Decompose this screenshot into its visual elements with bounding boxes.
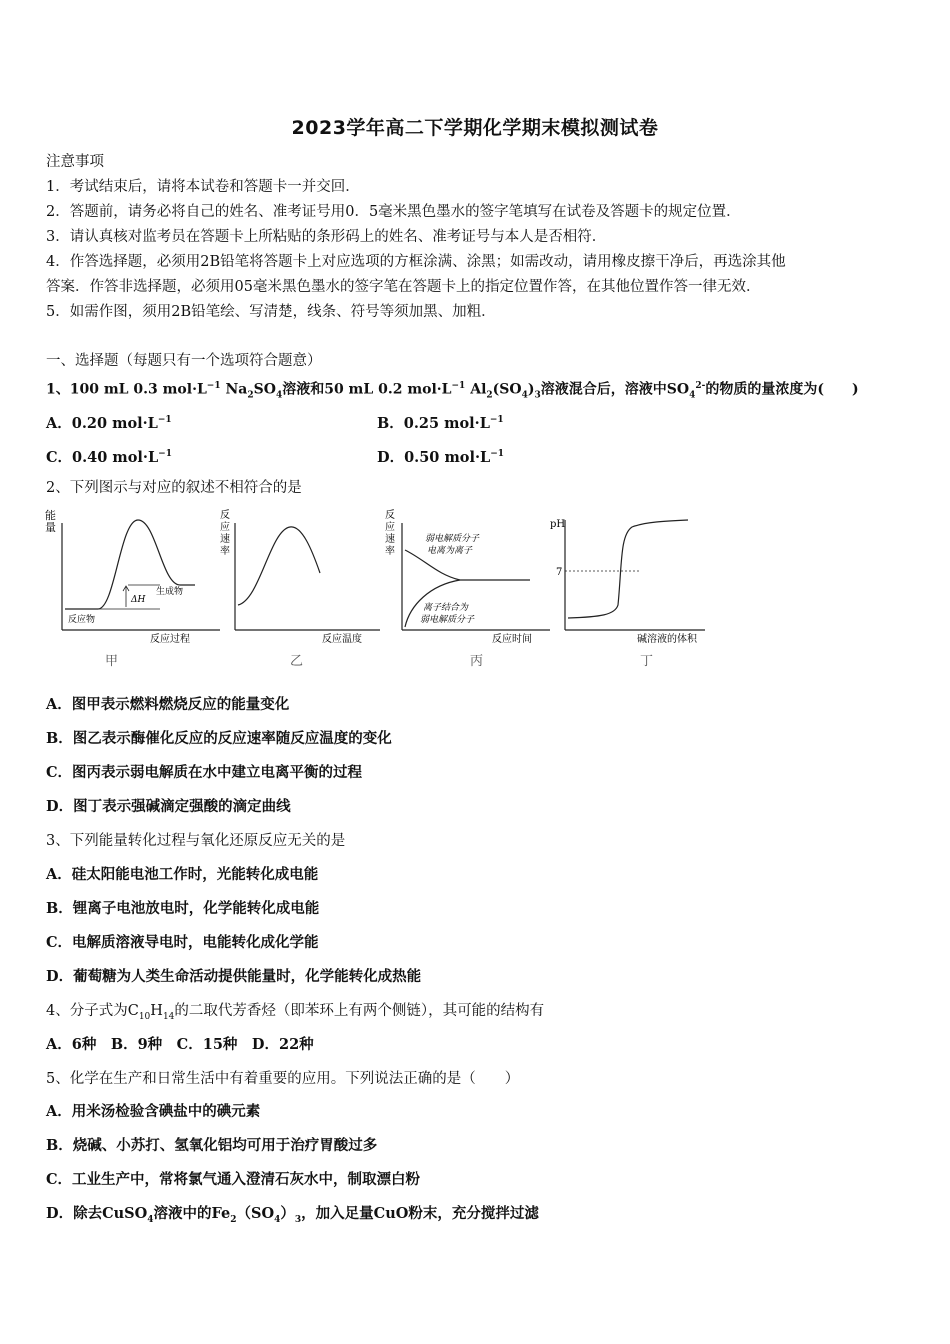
q5-option-d: D．除去CuSO$_4$溶液中的$Fe_2(SO_4)_3$，加入足量CuO粉末，充分搅拌过滤 — [46, 1205, 539, 1225]
figure-yi — [220, 508, 380, 669]
notice-item-4-cont: 答案．作答非选择题，必须用05毫米黑色墨水的签字笔在答题卡上的指定位置作答，在其他位置作答一律无效． — [46, 279, 761, 295]
q5-option-c: C．工业生产中，常将氯气通入澄清石灰水中，制取漂白粉 — [46, 1171, 421, 1188]
q2-option-b: B．图乙表示酶催化反应的反应速率随反应温度的变化 — [46, 730, 392, 747]
ding-x-label: 碱溶液的体积 — [637, 634, 697, 645]
jia-product: 生成物 — [156, 587, 184, 597]
q1-option-d: D．0.50 $mol\cdot L^{-1}$ — [377, 448, 505, 466]
bing-y-label-1: 反 — [385, 510, 395, 521]
ding-caption: 丁 — [640, 654, 654, 669]
notice-item-1: 1．考试结束后，请将本试卷和答题卡一并交回． — [46, 179, 360, 195]
bing-y-label-4: 率 — [385, 546, 395, 557]
q2-option-c: C．图丙表示弱电解质在水中建立电离平衡的过程 — [46, 764, 363, 781]
q3-option-d: D．葡萄糖为人类生命活动提供能量时，化学能转化成热能 — [46, 968, 422, 985]
q3-option-c: C．电解质溶液导电时，电能转化成化学能 — [46, 934, 319, 951]
jia-x-label: 反应过程 — [150, 634, 190, 645]
yi-caption: 乙 — [290, 654, 304, 669]
bing-lower-1: 离子结合为 — [423, 603, 469, 613]
yi-y-label-1: 反 — [220, 510, 230, 521]
bing-y-label-2: 应 — [385, 522, 395, 533]
section-heading: 一、选择题（每题只有一个选项符合题意） — [46, 353, 322, 369]
page-title: 2023学年高二下学期化学期末模拟测试卷 — [291, 117, 659, 139]
q1-option-c: C．0.40 $mol\cdot L^{-1}$ — [46, 448, 172, 466]
bing-upper-2: 电离为离子 — [427, 546, 473, 556]
ding-y-label: pH — [550, 519, 566, 530]
notice-item-4: 4．作答选择题，必须用2B铅笔将答题卡上对应选项的方框涂满、涂黑；如需改动，请用橡皮擦干净后，再选涂其他 — [46, 254, 786, 270]
q3-option-b: B．锂离子电池放电时，化学能转化成电能 — [46, 900, 320, 917]
notice-item-3: 3．请认真核对监考员在答题卡上所粘贴的条形码上的姓名、准考证号与本人是否相符． — [46, 229, 607, 245]
q5-stem: 5、化学在生产和日常生活中有着重要的应用。下列说法正确的是（ ） — [46, 1071, 520, 1087]
q2-stem: 2、下列图示与对应的叙述不相符合的是 — [46, 480, 302, 496]
notice-heading: 注意事项 — [46, 154, 104, 170]
yi-rate-curve — [238, 527, 320, 605]
q5-option-a: A．用米汤检验含碘盐中的碘元素 — [46, 1103, 261, 1120]
yi-y-label-3: 速 — [220, 534, 230, 545]
jia-caption: 甲 — [105, 654, 119, 669]
q5-option-b: B．烧碱、小苏打、氢氧化铝均可用于治疗胃酸过多 — [46, 1137, 378, 1154]
notice-item-2: 2．答题前，请务必将自己的姓名、准考证号用0．5毫米黑色墨水的签字笔填写在试卷及答题卡的规定位置． — [46, 204, 741, 220]
q1-option-b: B．0.25 $mol\cdot L^{-1}$ — [377, 414, 504, 432]
figure-ding — [550, 519, 705, 669]
yi-y-label-4: 率 — [220, 546, 230, 557]
q1-stem: 1、100 mL 0.3 $mol\cdot L^{-1}$ $Na_2SO_4$溶液和50 mL 0.2 $mol\cdot L^{-1}$ $Al_2(SO_4)_3$溶液混合后，溶液中$SO_4^{2-}$的物质的量浓度为( ) — [46, 381, 859, 401]
q4-options: A．6种 B．9种 C．15种 D．22种 — [46, 1036, 314, 1053]
q3-option-a: A．硅太阳能电池工作时，光能转化成电能 — [46, 866, 319, 883]
bing-upper-1: 弱电解质分子 — [425, 534, 480, 544]
bing-caption: 丙 — [470, 654, 484, 669]
bing-y-label-3: 速 — [385, 534, 395, 545]
q3-stem: 3、下列能量转化过程与氧化还原反应无关的是 — [46, 833, 346, 849]
jia-reactant: 反应物 — [68, 615, 96, 625]
q2-option-d: D．图丁表示强碱滴定强酸的滴定曲线 — [46, 798, 291, 815]
ding-titration-curve — [568, 520, 688, 618]
yi-x-label: 反应温度 — [322, 634, 362, 645]
q2-figures — [40, 505, 720, 670]
bing-x-label: 反应时间 — [492, 634, 532, 645]
bing-lower-2: 弱电解质分子 — [420, 615, 475, 625]
yi-y-label-2: 应 — [220, 522, 230, 533]
q1-option-a: A．0.20 $mol\cdot L^{-1}$ — [46, 414, 172, 432]
jia-y-label-2: 量 — [45, 521, 56, 534]
figure-bing — [385, 508, 550, 669]
ding-tick: 7 — [556, 567, 563, 578]
q2-option-a: A．图甲表示燃料燃烧反应的能量变化 — [46, 696, 290, 713]
q4-stem: 4、分子式为$C_{10}H_{14}$的二取代芳香烃（即苯环上有两个侧链），其可能的结构有 — [46, 1003, 545, 1022]
jia-dh: ΔH — [131, 595, 146, 605]
figure-jia — [45, 508, 220, 669]
notice-item-5: 5．如需作图，须用2B铅笔绘、写清楚，线条、符号等须加黑、加粗． — [46, 304, 496, 320]
jia-y-label-1: 能 — [45, 509, 56, 522]
